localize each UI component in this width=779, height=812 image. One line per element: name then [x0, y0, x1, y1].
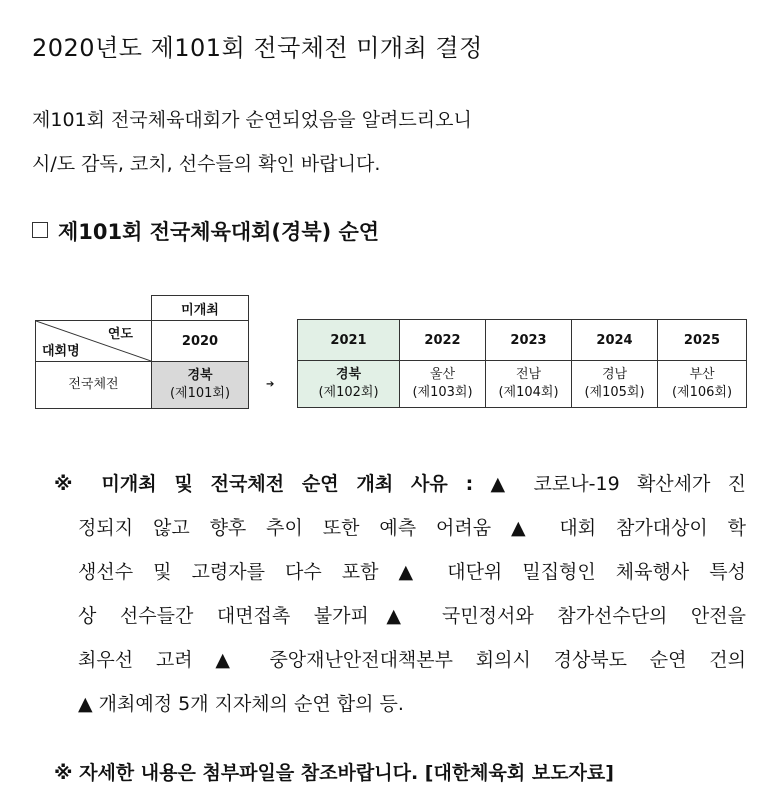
year-header: 2025 — [658, 320, 747, 361]
host-name: 경북 — [335, 367, 362, 382]
section-heading-text: 제101회 전국체육대회(경북) 순연 — [58, 220, 380, 244]
reason-line: 생선수 및 고령자를 다수 포함 ▲ 대단위 밀집형인 체육행사 특성 — [78, 561, 746, 583]
postponed-schedule-table — [297, 319, 747, 408]
reason-line: ▲ 개최예정 5개 지자체의 순연 합의 등. — [78, 693, 404, 715]
reason-text: ▲ 코로나-19 확산세가 진 — [490, 473, 746, 495]
arrow-right-icon: ➔ — [266, 379, 275, 390]
empty-cell — [36, 296, 152, 321]
host-name: 울산 — [429, 367, 456, 382]
edition-label: (제106회) — [671, 385, 733, 400]
year-header: 2022 — [400, 320, 486, 361]
corner-header-cell — [36, 321, 152, 362]
host-2020-cell — [152, 362, 249, 409]
reason-line: 최우선 고려 ▲ 중앙재난안전대책본부 회의시 경상북도 순연 건의 — [78, 649, 746, 671]
host-name: 부산 — [689, 367, 715, 382]
corner-event-label: 대회명 — [42, 344, 80, 359]
attachment-note: ※ 자세한 내용은 첨부파일을 참조바랍니다. [대한체육회 보도자료] — [54, 762, 614, 784]
page-title: 2020년도 제101회 전국체전 미개최 결정 — [32, 34, 483, 62]
edition-label: (제105회) — [584, 385, 645, 400]
reason-line: 상 선수들간 대면접촉 불가피▲ 국민정서와 참가선수단의 안전을 — [78, 605, 746, 627]
edition-label: (제104회) — [498, 385, 559, 400]
edition-label: (제102회) — [318, 385, 379, 400]
unheld-header: 미개최 — [152, 296, 249, 321]
year-2020-header: 2020 — [152, 321, 249, 362]
reason-paragraph — [54, 462, 746, 726]
host-cell — [658, 361, 747, 408]
year-header: 2023 — [486, 320, 572, 361]
year-header: 2021 — [298, 320, 400, 361]
intro-text — [32, 98, 472, 186]
checkbox-square-icon — [32, 222, 48, 238]
host-cell — [298, 361, 400, 408]
unheld-table — [35, 295, 249, 409]
event-name-cell: 전국체전 — [36, 362, 152, 409]
intro-line: 시/도 감독, 코치, 선수들의 확인 바랍니다. — [32, 153, 381, 175]
section-heading — [32, 216, 379, 246]
edition-label: (제101회) — [169, 386, 231, 401]
host-cell — [486, 361, 572, 408]
intro-line: 제101회 전국체육대회가 순연되었음을 알려드리오니 — [32, 109, 472, 131]
reason-label: ※ 미개최 및 전국체전 순연 개최 사유 : — [54, 473, 474, 495]
reason-line: 정되지 않고 향후 추이 또한 예측 어려움 ▲ 대회 참가대상이 학 — [78, 517, 746, 539]
host-name: 경북 — [187, 368, 213, 383]
year-header: 2024 — [572, 320, 658, 361]
host-name: 경남 — [601, 367, 628, 382]
corner-year-label: 연도 — [107, 327, 133, 342]
host-cell — [572, 361, 658, 408]
host-cell — [400, 361, 486, 408]
reason-line — [54, 462, 746, 506]
edition-label: (제103회) — [412, 385, 473, 400]
host-name: 전남 — [515, 367, 542, 382]
